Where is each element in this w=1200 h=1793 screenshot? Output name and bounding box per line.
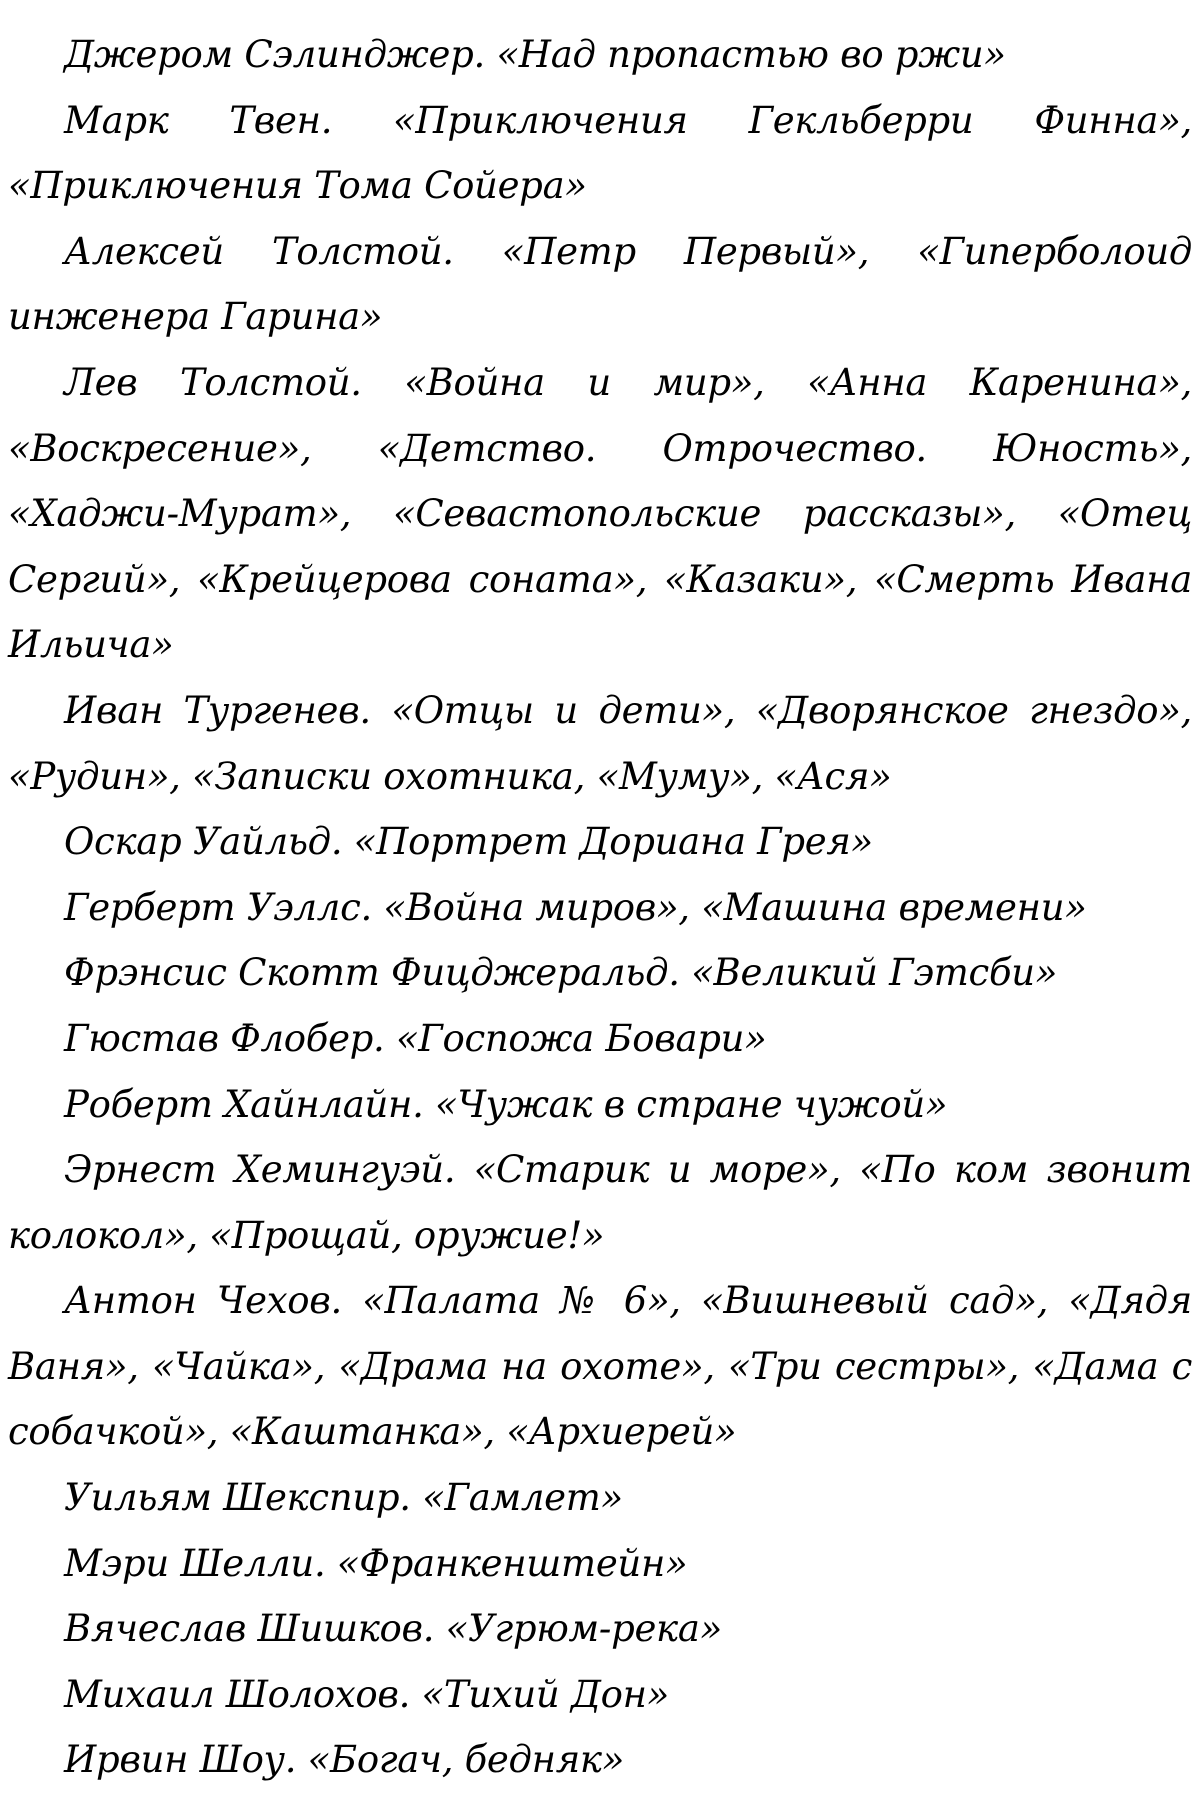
list-entry: Гюстав Флобер. «Госпожа Бовари» [64,1016,767,1060]
list-entry: Джером Сэлинджер. «Над пропастью во ржи» [64,33,1006,76]
list-entry: Михаил Шолохов. «Тихий Дон» [64,1672,670,1716]
list-entry: Алексей Толстой. «Петр Первый», «Гиперболоид инженера Гарина» [8,229,1192,339]
reading-list [8,22,1192,1793]
list-entry: Эрнест Хемингуэй. «Старик и море», «По ком звонит колокол», «Прощай, оружие!» [8,1148,1192,1257]
list-entry: Иван Тургенев. «Отцы и дети», «Дворянское гнездо», «Рудин», «Записки охотника, «Муму», «Ася» [8,688,1192,798]
list-entry: Марк Твен. «Приключения Гекльберри Финна», «Приключения Тома Сойера» [8,98,1192,208]
list-entry: Вячеслав Шишков. «Угрюм-река» [64,1607,722,1651]
list-entry: Герберт Уэллс. «Война миров», «Машина времени» [64,885,1087,929]
list-entry: Фрэнсис Скотт Фицджеральд. «Великий Гэтсби» [64,951,1058,995]
list-entry: Антон Чехов. «Палата № 6», «Вишневый сад», «Дядя Ваня», «Чайка», «Драма на охоте», «Три сестры», «Дама с собачкой», «Каштанка», «Архиерей» [8,1279,1192,1454]
list-entry: Уильям Шекспир. «Гамлет» [64,1476,623,1520]
list-entry: Мэри Шелли. «Франкенштейн» [64,1541,688,1585]
list-entry: Ирвин Шоу. «Богач, бедняк» [64,1738,625,1782]
list-entry: Лев Толстой. «Война и мир», «Анна Каренина», «Воскресение», «Детство. Отрочество. Юность», «Хаджи-Мурат», «Севастопольские рассказы», «Отец Сергий», «Крейцерова соната», «Казаки», «Смерть Ивана Ильича» [8,360,1192,667]
list-entry: Оскар Уайльд. «Портрет Дориана Грея» [64,820,873,864]
list-entry: Роберт Хайнлайн. «Чужак в стране чужой» [64,1082,948,1126]
